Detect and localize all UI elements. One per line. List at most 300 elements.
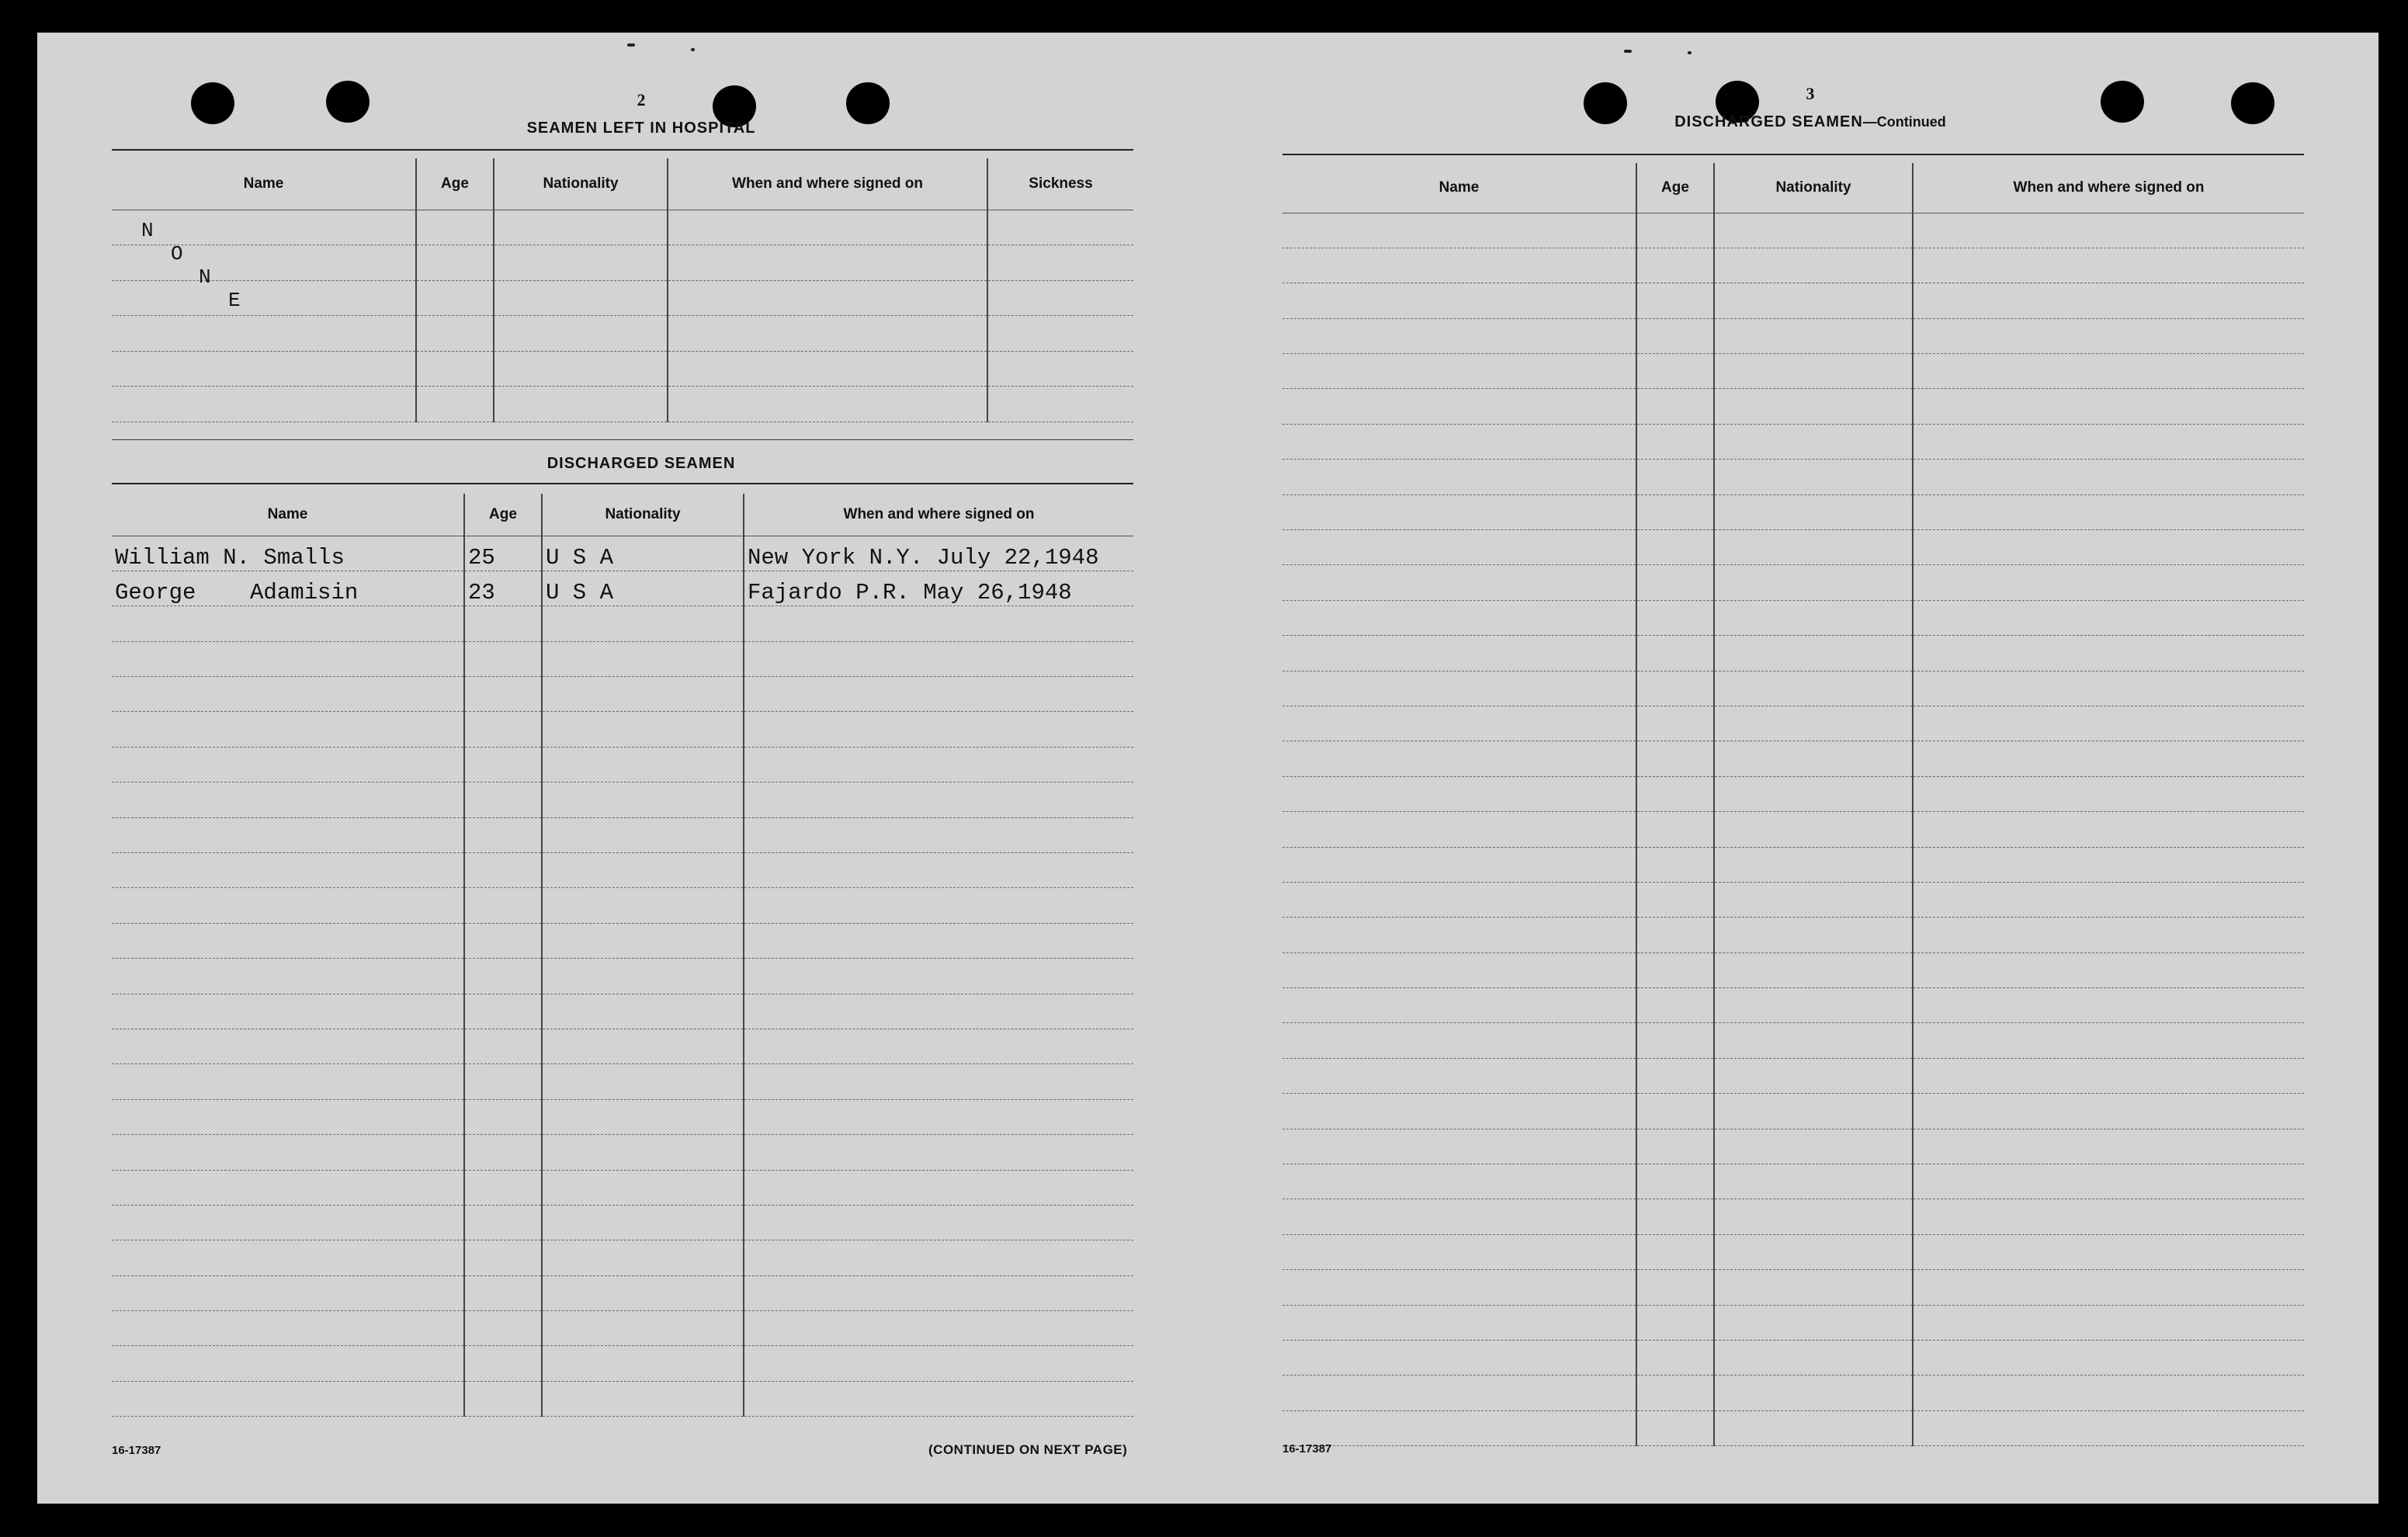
table-cell — [1282, 1023, 1636, 1058]
table-row — [112, 387, 1133, 422]
table-cell — [744, 1029, 1133, 1063]
table-cell — [1714, 776, 1913, 811]
table-cell — [542, 1064, 744, 1099]
table-cell — [1282, 1129, 1636, 1164]
table-cell — [112, 1099, 464, 1134]
table-cell — [1282, 318, 1636, 353]
table-cell — [1636, 1341, 1714, 1376]
table-row — [112, 677, 1133, 712]
table-cell: U S A — [542, 571, 744, 605]
document-sheet — [37, 33, 2379, 1504]
table-row — [1282, 1199, 2304, 1234]
table-cell — [542, 994, 744, 1029]
table-cell — [464, 1064, 542, 1099]
table-cell — [1913, 1270, 2304, 1305]
table-row — [112, 571, 1133, 605]
table-cell — [112, 747, 464, 782]
table-cell — [1913, 318, 2304, 353]
table-cell — [1636, 460, 1714, 494]
table-cell — [542, 817, 744, 852]
table-cell — [542, 1029, 744, 1063]
table-cell — [1636, 213, 1714, 248]
table-cell — [1913, 1234, 2304, 1269]
table-row — [1282, 1129, 2304, 1164]
table-cell — [668, 245, 987, 281]
none-letter: N — [141, 219, 154, 242]
table-cell — [1913, 1305, 2304, 1340]
table-cell — [744, 1099, 1133, 1134]
table-cell — [1714, 1234, 1913, 1269]
table-cell — [744, 1346, 1133, 1381]
table-cell: 23 — [464, 571, 542, 605]
table-cell — [542, 712, 744, 747]
table-row — [1282, 565, 2304, 600]
table-cell — [744, 817, 1133, 852]
table-cell — [112, 1205, 464, 1240]
table-cell — [1282, 847, 1636, 882]
table-cell — [987, 387, 1133, 422]
table-cell — [464, 1381, 542, 1416]
discharged-continued-table — [1282, 163, 2304, 1446]
table-row — [1282, 1023, 2304, 1058]
table-cell — [1913, 600, 2304, 635]
table-row — [112, 351, 1133, 387]
table-cell — [1282, 988, 1636, 1023]
table-row — [112, 747, 1133, 782]
table-row — [112, 245, 1133, 281]
table-cell: New York N.Y. July 22,1948 — [744, 536, 1133, 571]
col-header-signed-on: When and where signed on — [1913, 163, 2304, 213]
none-letter: N — [199, 265, 211, 289]
table-cell — [1913, 671, 2304, 706]
table-row — [112, 1029, 1133, 1063]
table-cell — [416, 351, 494, 387]
col-header-age: Age — [1636, 163, 1714, 213]
table-cell — [112, 387, 416, 422]
table-row — [112, 1381, 1133, 1416]
table-row — [1282, 636, 2304, 671]
table-cell — [1282, 354, 1636, 389]
col-header-age: Age — [464, 494, 542, 536]
table-cell — [1714, 882, 1913, 917]
table-cell — [668, 351, 987, 387]
table-cell — [494, 351, 668, 387]
table-cell — [1714, 1341, 1913, 1376]
table-cell — [542, 1381, 744, 1416]
table-row — [1282, 741, 2304, 776]
table-row — [1282, 918, 2304, 952]
table-row — [112, 712, 1133, 747]
table-cell — [542, 1240, 744, 1275]
table-cell — [1282, 565, 1636, 600]
table-cell — [1913, 776, 2304, 811]
table-row — [1282, 847, 2304, 882]
table-cell — [1714, 1199, 1913, 1234]
table-cell — [1636, 1164, 1714, 1199]
table-cell — [112, 1275, 464, 1310]
section-rule — [112, 483, 1133, 484]
table-cell — [494, 280, 668, 316]
table-cell — [494, 316, 668, 352]
table-cell — [987, 351, 1133, 387]
table-cell — [542, 606, 744, 641]
table-row — [112, 210, 1133, 245]
table-cell — [542, 641, 744, 676]
table-row — [1282, 354, 2304, 389]
col-header-nationality: Nationality — [542, 494, 744, 536]
table-cell — [1636, 812, 1714, 847]
table-cell — [1714, 741, 1913, 776]
table-row — [112, 853, 1133, 888]
table-row — [1282, 600, 2304, 635]
table-cell — [668, 387, 987, 422]
table-cell — [1282, 248, 1636, 283]
table-cell — [1714, 952, 1913, 987]
table-cell — [1714, 424, 1913, 459]
table-cell — [1913, 354, 2304, 389]
table-cell — [542, 1135, 744, 1170]
table-cell — [464, 1311, 542, 1346]
table-cell — [1636, 776, 1714, 811]
table-cell — [1636, 671, 1714, 706]
table-cell — [542, 1170, 744, 1205]
table-cell — [744, 923, 1133, 958]
table-cell — [112, 1135, 464, 1170]
col-header-age: Age — [416, 158, 494, 210]
table-row — [112, 1205, 1133, 1240]
table-cell — [494, 387, 668, 422]
table-row — [112, 316, 1133, 352]
continued-note: (CONTINUED ON NEXT PAGE) — [928, 1442, 1128, 1457]
table-cell — [464, 1275, 542, 1310]
table-row — [1282, 1270, 2304, 1305]
table-cell — [1714, 918, 1913, 952]
table-cell — [494, 245, 668, 281]
table-cell — [1282, 1305, 1636, 1340]
table-cell — [1714, 1270, 1913, 1305]
table-cell — [112, 351, 416, 387]
table-row — [112, 606, 1133, 641]
col-header-signed-on: When and where signed on — [668, 158, 987, 210]
table-row — [1282, 318, 2304, 353]
table-cell — [112, 677, 464, 712]
table-cell — [1714, 1305, 1913, 1340]
table-cell — [987, 280, 1133, 316]
table-cell — [1636, 1129, 1714, 1164]
table-cell — [112, 959, 464, 994]
table-cell — [1282, 776, 1636, 811]
table-cell — [1636, 1234, 1714, 1269]
table-cell — [464, 817, 542, 852]
table-cell — [1636, 424, 1714, 459]
col-header-nationality: Nationality — [1714, 163, 1913, 213]
table-cell — [1913, 918, 2304, 952]
table-cell — [987, 316, 1133, 352]
table-cell — [112, 245, 416, 281]
table-row — [1282, 389, 2304, 424]
discharged-section-title: DISCHARGED SEAMEN — [546, 455, 736, 472]
table-cell — [1913, 636, 2304, 671]
table-cell — [1282, 706, 1636, 741]
section-rule — [112, 439, 1133, 440]
table-cell — [744, 747, 1133, 782]
table-row — [112, 641, 1133, 676]
table-cell — [1913, 1341, 2304, 1376]
none-letter: E — [228, 289, 241, 312]
table-cell — [1282, 424, 1636, 459]
table-cell — [1714, 812, 1913, 847]
table-row — [1282, 882, 2304, 917]
table-cell — [1636, 706, 1714, 741]
table-cell — [542, 1275, 744, 1310]
table-cell — [1714, 213, 1913, 248]
table-cell — [1636, 1270, 1714, 1305]
table-cell — [1913, 812, 2304, 847]
table-cell — [1714, 318, 1913, 353]
table-row — [112, 1240, 1133, 1275]
table-row — [112, 1099, 1133, 1134]
form-number: 16-17387 — [112, 1444, 161, 1457]
table-row — [112, 1170, 1133, 1205]
table-row — [1282, 530, 2304, 565]
table-cell — [1714, 283, 1913, 318]
table-cell — [464, 1205, 542, 1240]
section-rule — [1282, 154, 2304, 155]
table-cell — [112, 606, 464, 641]
table-cell — [1913, 1199, 2304, 1234]
table-cell — [112, 1346, 464, 1381]
table-cell — [1282, 1094, 1636, 1129]
table-cell — [1913, 530, 2304, 565]
table-cell — [744, 1064, 1133, 1099]
table-cell — [1714, 1094, 1913, 1129]
table-cell — [464, 712, 542, 747]
table-cell — [112, 923, 464, 958]
table-cell — [1636, 882, 1714, 917]
col-header-name: Name — [112, 494, 464, 536]
table-cell — [1714, 494, 1913, 529]
table-cell — [1913, 706, 2304, 741]
hospital-table — [112, 158, 1133, 422]
right-page-title-text: DISCHARGED SEAMEN — [1674, 113, 1863, 130]
table-cell — [1636, 318, 1714, 353]
table-cell: U S A — [542, 536, 744, 571]
table-cell — [1913, 1129, 2304, 1164]
table-cell — [1282, 1341, 1636, 1376]
table-cell — [542, 1205, 744, 1240]
col-header-sickness: Sickness — [987, 158, 1133, 210]
table-row — [1282, 812, 2304, 847]
table-row — [1282, 1341, 2304, 1376]
table-cell — [1282, 918, 1636, 952]
table-cell — [1714, 706, 1913, 741]
table-row — [1282, 671, 2304, 706]
table-cell — [1282, 671, 1636, 706]
table-cell — [464, 1346, 542, 1381]
table-cell — [542, 1311, 744, 1346]
table-cell — [1714, 671, 1913, 706]
table-cell — [1282, 283, 1636, 318]
table-cell: Fajardo P.R. May 26,1948 — [744, 571, 1133, 605]
table-cell — [1282, 882, 1636, 917]
table-cell — [1636, 741, 1714, 776]
table-cell — [542, 747, 744, 782]
table-cell — [1714, 565, 1913, 600]
table-row — [1282, 1376, 2304, 1410]
table-cell — [112, 817, 464, 852]
table-cell — [542, 923, 744, 958]
table-cell — [1714, 354, 1913, 389]
table-cell — [668, 210, 987, 245]
table-cell — [464, 1135, 542, 1170]
table-row — [112, 1311, 1133, 1346]
table-cell — [1282, 812, 1636, 847]
table-cell — [464, 782, 542, 817]
table-cell — [744, 712, 1133, 747]
table-cell — [1636, 494, 1714, 529]
table-cell — [744, 1311, 1133, 1346]
none-letter: O — [171, 242, 183, 265]
table-cell — [112, 1064, 464, 1099]
table-cell — [112, 853, 464, 888]
table-cell — [1913, 741, 2304, 776]
table-cell — [744, 853, 1133, 888]
table-row — [112, 959, 1133, 994]
table-cell — [1714, 460, 1913, 494]
table-cell — [1913, 1058, 2304, 1093]
table-cell — [1714, 1376, 1913, 1410]
table-cell — [668, 280, 987, 316]
table-cell — [1282, 1234, 1636, 1269]
table-row — [112, 888, 1133, 923]
table-cell — [464, 677, 542, 712]
table-cell — [416, 245, 494, 281]
table-cell — [744, 959, 1133, 994]
table-cell — [1913, 1023, 2304, 1058]
table-cell — [542, 959, 744, 994]
table-cell — [464, 641, 542, 676]
table-cell — [1913, 847, 2304, 882]
table-row — [1282, 776, 2304, 811]
right-page-title — [1282, 113, 2338, 131]
table-cell — [1282, 1376, 1636, 1410]
table-cell — [542, 677, 744, 712]
table-row — [1282, 1234, 2304, 1269]
table-cell — [1714, 248, 1913, 283]
table-cell — [464, 1029, 542, 1063]
table-cell — [1714, 600, 1913, 635]
table-cell — [1282, 460, 1636, 494]
table-row — [1282, 213, 2304, 248]
table-cell — [464, 1099, 542, 1134]
col-header-name: Name — [112, 158, 416, 210]
table-cell — [1282, 1410, 1636, 1445]
table-cell — [464, 923, 542, 958]
table-cell — [1714, 1410, 1913, 1445]
table-cell — [112, 280, 416, 316]
table-cell — [1913, 1376, 2304, 1410]
table-cell — [464, 747, 542, 782]
table-cell — [744, 1240, 1133, 1275]
table-cell — [1714, 389, 1913, 424]
table-cell — [1913, 494, 2304, 529]
table-row — [1282, 1305, 2304, 1340]
table-row — [1282, 460, 2304, 494]
table-cell — [464, 1240, 542, 1275]
table-cell — [744, 641, 1133, 676]
table-cell — [112, 316, 416, 352]
table-cell — [416, 280, 494, 316]
left-page — [112, 33, 1171, 1504]
col-header-signed-on: When and where signed on — [744, 494, 1133, 536]
table-cell — [1913, 1094, 2304, 1129]
table-row — [112, 817, 1133, 852]
table-row — [112, 994, 1133, 1029]
discharged-table — [112, 494, 1133, 1417]
table-cell — [1913, 952, 2304, 987]
table-cell — [1282, 213, 1636, 248]
table-cell — [1714, 1023, 1913, 1058]
table-cell — [1282, 741, 1636, 776]
table-cell — [464, 888, 542, 923]
table-cell — [464, 1170, 542, 1205]
table-cell — [1636, 636, 1714, 671]
table-cell — [416, 387, 494, 422]
table-row — [1282, 706, 2304, 741]
table-cell — [1714, 530, 1913, 565]
table-row — [112, 1064, 1133, 1099]
table-cell: George Adamisin — [112, 571, 464, 605]
table-cell — [416, 210, 494, 245]
table-cell — [1913, 213, 2304, 248]
table-cell — [112, 210, 416, 245]
table-cell — [1636, 1023, 1714, 1058]
table-cell — [112, 782, 464, 817]
table-cell — [1636, 918, 1714, 952]
table-cell — [744, 677, 1133, 712]
table-cell — [1636, 847, 1714, 882]
table-row — [112, 1275, 1133, 1310]
table-cell — [1282, 600, 1636, 635]
table-cell — [1282, 1058, 1636, 1093]
table-cell — [744, 994, 1133, 1029]
table-cell — [1636, 283, 1714, 318]
table-row — [112, 923, 1133, 958]
table-cell — [1282, 494, 1636, 529]
table-row — [1282, 952, 2304, 987]
table-cell — [464, 606, 542, 641]
table-cell — [542, 853, 744, 888]
table-cell — [744, 1135, 1133, 1170]
table-cell — [112, 1311, 464, 1346]
table-row — [112, 782, 1133, 817]
table-cell — [744, 606, 1133, 641]
table-cell — [1282, 1270, 1636, 1305]
table-cell — [416, 316, 494, 352]
table-cell — [744, 1275, 1133, 1310]
table-cell — [1714, 988, 1913, 1023]
table-row — [112, 536, 1133, 571]
page-number: 2 — [637, 90, 646, 109]
table-cell — [1913, 460, 2304, 494]
table-cell — [1636, 1410, 1714, 1445]
table-cell — [1636, 248, 1714, 283]
table-cell — [987, 210, 1133, 245]
table-cell — [1636, 354, 1714, 389]
table-cell — [1913, 1410, 2304, 1445]
table-cell — [112, 1240, 464, 1275]
col-header-nationality: Nationality — [494, 158, 668, 210]
